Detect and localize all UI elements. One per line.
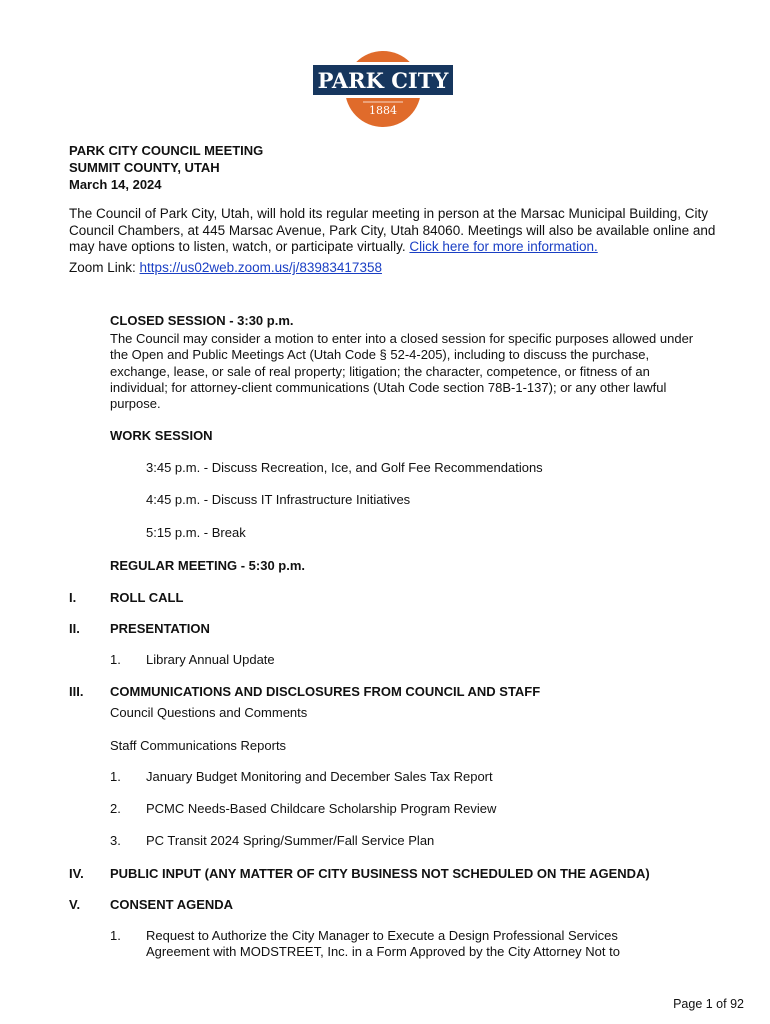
intro-paragraph [69,206,719,256]
section-title-public-input: PUBLIC INPUT (ANY MATTER OF CITY BUSINESS NOT SCHEDULED ON THE AGENDA) [110,866,650,881]
zoom-label: Zoom Link: [69,260,136,275]
closed-session-heading: CLOSED SESSION - 3:30 p.m. [110,313,294,328]
item-number: 1. [110,928,121,943]
section-title-presentation: PRESENTATION [110,621,210,636]
subheading-staff-reports: Staff Communications Reports [110,738,287,753]
meeting-date: March 14, 2024 [69,177,162,192]
item-number: 1. [110,652,121,667]
work-session-item: 5:15 p.m. - Break [146,525,246,540]
regular-meeting-heading: REGULAR MEETING - 5:30 p.m. [110,558,306,573]
work-session-item: 4:45 p.m. - Discuss IT Infrastructure Initiatives [146,492,411,507]
section-title-communications: COMMUNICATIONS AND DISCLOSURES FROM COUNCIL AND STAFF [110,684,541,699]
page-number: Page 1 of 92 [673,997,744,1011]
work-session-heading: WORK SESSION [110,428,213,443]
section-numeral: II. [69,621,80,636]
section-numeral: V. [69,897,81,912]
meeting-header [69,142,263,193]
intro-text: The Council of Park City, Utah, will hold its regular meeting in person at the Marsac Municipal Building, City Council Chambers, at 445 Marsac Avenue, Park City, Utah 84060. Meetings will also be available online and may have options to listen, watch, or participate virtually. [69,206,716,254]
logo-year: 1884 [369,104,397,117]
closed-session-text: The Council may consider a motion to enter into a closed session for specific purposes allowed under the Open and Public Meetings Act (Utah Code § 52-4-205), including to discuss the purchase, exchange, lease, or sale of real property; litigation; the character, competence, or fitness of an individual; for attorney-client communications (Utah Code section 78B-1-137); or any other lawful purpose. [110,331,694,412]
meeting-county: SUMMIT COUNTY, UTAH [69,160,220,175]
agenda-item-line: Agreement with MODSTREET, Inc. in a Form Approved by the City Attorney Not to [146,944,620,959]
agenda-item: January Budget Monitoring and December Sales Tax Report [146,769,493,784]
park-city-logo [308,50,458,128]
section-title-roll-call: ROLL CALL [110,590,184,605]
item-number: 3. [110,833,121,848]
agenda-item: PCMC Needs-Based Childcare Scholarship Program Review [146,801,497,816]
zoom-link[interactable]: https://us02web.zoom.us/j/83983417358 [139,260,382,275]
item-number: 2. [110,801,121,816]
item-number: 1. [110,769,121,784]
section-title-consent-agenda: CONSENT AGENDA [110,897,234,912]
agenda-item: PC Transit 2024 Spring/Summer/Fall Service Plan [146,833,435,848]
subheading-council-questions: Council Questions and Comments [110,705,308,720]
section-numeral: IV. [69,866,84,881]
logo-name: PARK CITY [317,68,449,93]
more-info-link[interactable]: Click here for more information. [409,239,598,254]
agenda-item-line: Request to Authorize the City Manager to Execute a Design Professional Services [146,928,618,943]
work-session-item: 3:45 p.m. - Discuss Recreation, Ice, and Golf Fee Recommendations [146,460,543,475]
agenda-item: Library Annual Update [146,652,275,667]
meeting-title: PARK CITY COUNCIL MEETING [69,143,264,158]
zoom-line [69,260,382,277]
section-numeral: I. [69,590,77,605]
section-numeral: III. [69,684,84,699]
